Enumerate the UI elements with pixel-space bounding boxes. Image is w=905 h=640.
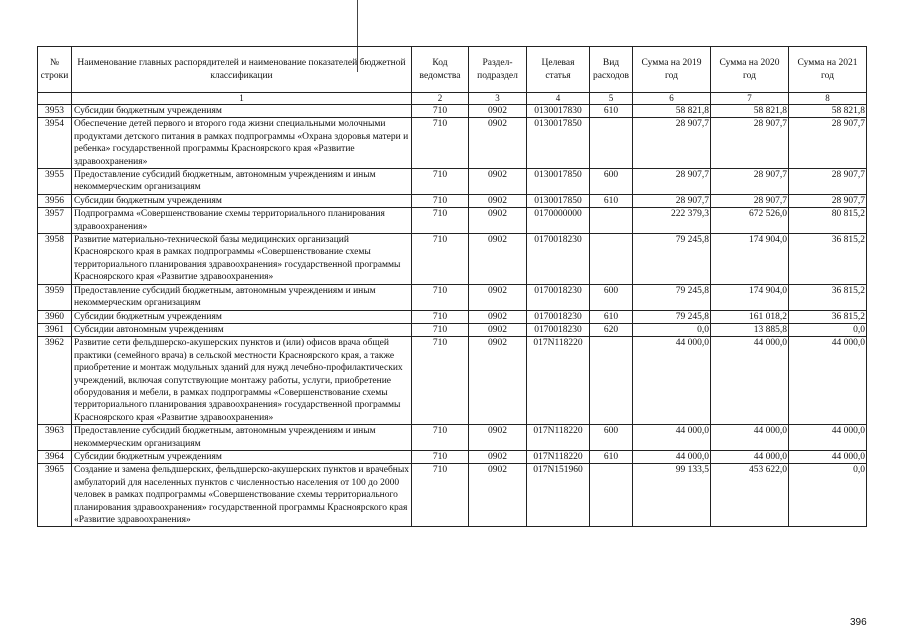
expense-type-cell: 600 bbox=[590, 169, 633, 195]
target-article-cell: 0170018230 bbox=[527, 234, 590, 285]
table-row bbox=[38, 450, 867, 463]
index-cell: 1 bbox=[72, 93, 412, 105]
sum-2019-cell: 28 907,7 bbox=[633, 194, 711, 207]
sum-2021-cell: 36 815,2 bbox=[789, 234, 867, 285]
item-name-cell: Субсидии бюджетным учреждениям bbox=[72, 105, 412, 118]
row-number-cell: 3963 bbox=[38, 425, 72, 451]
sum-2019-cell: 99 133,5 bbox=[633, 464, 711, 527]
section-cell: 0902 bbox=[469, 323, 527, 336]
table-row bbox=[38, 169, 867, 195]
header-name: Наименование главных распорядителей и наименование показателей бюджетной классификации bbox=[72, 47, 412, 93]
sum-2021-cell: 28 907,7 bbox=[789, 169, 867, 195]
sum-2019-cell: 0,0 bbox=[633, 323, 711, 336]
index-cell bbox=[38, 93, 72, 105]
department-code-cell: 710 bbox=[412, 118, 469, 169]
department-code-cell: 710 bbox=[412, 169, 469, 195]
table-row bbox=[38, 208, 867, 234]
expense-type-cell: 620 bbox=[590, 323, 633, 336]
item-name-cell: Развитие материально-технической базы медицинских организаций Красноярского края в рамках подпрограммы «Совершенствование схемы территориального планирования здравоохранения» государственной программы Красноярского края «Развитие здравоохранения» bbox=[72, 234, 412, 285]
item-name-cell: Предоставление субсидий бюджетным, автономным учреждениям и иным некоммерческим организациям bbox=[72, 169, 412, 195]
expense-type-cell: 610 bbox=[590, 194, 633, 207]
table-row bbox=[38, 284, 867, 310]
item-name-cell: Субсидии автономным учреждениям bbox=[72, 323, 412, 336]
row-number-cell: 3962 bbox=[38, 337, 72, 425]
section-cell: 0902 bbox=[469, 425, 527, 451]
sum-2019-cell: 28 907,7 bbox=[633, 118, 711, 169]
header-target-article: Целевая статья bbox=[527, 47, 590, 93]
department-code-cell: 710 bbox=[412, 284, 469, 310]
sum-2020-cell: 44 000,0 bbox=[711, 425, 789, 451]
column-index-row bbox=[38, 93, 867, 105]
row-number-cell: 3954 bbox=[38, 118, 72, 169]
section-cell: 0902 bbox=[469, 169, 527, 195]
section-cell: 0902 bbox=[469, 105, 527, 118]
index-cell: 2 bbox=[412, 93, 469, 105]
sum-2020-cell: 58 821,8 bbox=[711, 105, 789, 118]
header-sum-2021: Сумма на 2021 год bbox=[789, 47, 867, 93]
expense-type-cell: 610 bbox=[590, 310, 633, 323]
section-cell: 0902 bbox=[469, 208, 527, 234]
target-article-cell: 017N118220 bbox=[527, 425, 590, 451]
header-department-code: Код ведомства bbox=[412, 47, 469, 93]
department-code-cell: 710 bbox=[412, 323, 469, 336]
row-number-cell: 3965 bbox=[38, 464, 72, 527]
department-code-cell: 710 bbox=[412, 310, 469, 323]
sum-2020-cell: 44 000,0 bbox=[711, 337, 789, 425]
expense-type-cell bbox=[590, 118, 633, 169]
sum-2020-cell: 672 526,0 bbox=[711, 208, 789, 234]
target-article-cell: 017N118220 bbox=[527, 337, 590, 425]
target-article-cell: 017N151960 bbox=[527, 464, 590, 527]
sum-2020-cell: 161 018,2 bbox=[711, 310, 789, 323]
table-row bbox=[38, 118, 867, 169]
sum-2020-cell: 174 904,0 bbox=[711, 234, 789, 285]
row-number-cell: 3957 bbox=[38, 208, 72, 234]
target-article-cell: 017N118220 bbox=[527, 450, 590, 463]
sum-2019-cell: 44 000,0 bbox=[633, 450, 711, 463]
sum-2019-cell: 58 821,8 bbox=[633, 105, 711, 118]
item-name-cell: Субсидии бюджетным учреждениям bbox=[72, 310, 412, 323]
section-cell: 0902 bbox=[469, 118, 527, 169]
header-sum-2019: Сумма на 2019 год bbox=[633, 47, 711, 93]
department-code-cell: 710 bbox=[412, 208, 469, 234]
expense-type-cell: 600 bbox=[590, 284, 633, 310]
item-name-cell: Развитие сети фельдшерско-акушерских пунктов и (или) офисов врача общей практики (семейного врача) в сельской местности Красноярского края, а также приобретение и монтаж модульных зданий для нужд лечебно-профилактических учреждений, включая сопутствующие монтажу работы, услуги, приобретение оборудования и мебели, в рамках подпрограммы «Совершенствование схемы территориального планирования здравоохранения» государственной программы Красноярского края «Развитие здравоохранения» bbox=[72, 337, 412, 425]
row-number-cell: 3956 bbox=[38, 194, 72, 207]
table-row bbox=[38, 464, 867, 527]
sum-2019-cell: 79 245,8 bbox=[633, 310, 711, 323]
sum-2021-cell: 36 815,2 bbox=[789, 310, 867, 323]
department-code-cell: 710 bbox=[412, 464, 469, 527]
item-name-cell: Субсидии бюджетным учреждениям bbox=[72, 194, 412, 207]
sum-2021-cell: 44 000,0 bbox=[789, 337, 867, 425]
target-article-cell: 0130017830 bbox=[527, 105, 590, 118]
sum-2020-cell: 174 904,0 bbox=[711, 284, 789, 310]
expense-type-cell bbox=[590, 234, 633, 285]
target-article-cell: 0130017850 bbox=[527, 169, 590, 195]
section-cell: 0902 bbox=[469, 464, 527, 527]
target-article-cell: 0170018230 bbox=[527, 284, 590, 310]
item-name-cell: Субсидии бюджетным учреждениям bbox=[72, 450, 412, 463]
target-article-cell: 0130017850 bbox=[527, 194, 590, 207]
table-row bbox=[38, 337, 867, 425]
target-article-cell: 0130017850 bbox=[527, 118, 590, 169]
expense-type-cell: 600 bbox=[590, 425, 633, 451]
department-code-cell: 710 bbox=[412, 425, 469, 451]
header-section: Раздел-подраздел bbox=[469, 47, 527, 93]
header-expense-type: Вид расходов bbox=[590, 47, 633, 93]
department-code-cell: 710 bbox=[412, 337, 469, 425]
sum-2021-cell: 0,0 bbox=[789, 323, 867, 336]
index-cell: 5 bbox=[590, 93, 633, 105]
department-code-cell: 710 bbox=[412, 105, 469, 118]
row-number-cell: 3961 bbox=[38, 323, 72, 336]
table-row bbox=[38, 194, 867, 207]
target-article-cell: 0170018230 bbox=[527, 323, 590, 336]
sum-2020-cell: 44 000,0 bbox=[711, 450, 789, 463]
sum-2020-cell: 28 907,7 bbox=[711, 118, 789, 169]
section-cell: 0902 bbox=[469, 234, 527, 285]
sum-2019-cell: 79 245,8 bbox=[633, 234, 711, 285]
sum-2021-cell: 28 907,7 bbox=[789, 194, 867, 207]
item-name-cell: Обеспечение детей первого и второго года жизни специальными молочными продуктами детского питания в рамках подпрограммы «Охрана здоровья матери и ребенка» государственной программы Красноярского края «Развитие здравоохранения» bbox=[72, 118, 412, 169]
sum-2019-cell: 28 907,7 bbox=[633, 169, 711, 195]
section-cell: 0902 bbox=[469, 284, 527, 310]
sum-2019-cell: 79 245,8 bbox=[633, 284, 711, 310]
section-cell: 0902 bbox=[469, 194, 527, 207]
item-name-cell: Создание и замена фельдшерских, фельдшерско-акушерских пунктов и врачебных амбулаторий для населенных пунктов с численностью населения от 100 до 2000 человек в рамках подпрограммы «Совершенствование схемы территориального планирования здравоохранения» государственной программы Красноярского края «Развитие здравоохранения» bbox=[72, 464, 412, 527]
sum-2021-cell: 36 815,2 bbox=[789, 284, 867, 310]
item-name-cell: Предоставление субсидий бюджетным, автономным учреждениям и иным некоммерческим организациям bbox=[72, 425, 412, 451]
sum-2020-cell: 13 885,8 bbox=[711, 323, 789, 336]
row-number-cell: 3955 bbox=[38, 169, 72, 195]
department-code-cell: 710 bbox=[412, 450, 469, 463]
section-cell: 0902 bbox=[469, 310, 527, 323]
target-article-cell: 0170000000 bbox=[527, 208, 590, 234]
index-cell: 4 bbox=[527, 93, 590, 105]
sum-2021-cell: 80 815,2 bbox=[789, 208, 867, 234]
sum-2020-cell: 28 907,7 bbox=[711, 194, 789, 207]
budget-table bbox=[37, 46, 867, 527]
table-row bbox=[38, 425, 867, 451]
index-cell: 3 bbox=[469, 93, 527, 105]
sum-2020-cell: 453 622,0 bbox=[711, 464, 789, 527]
row-number-cell: 3964 bbox=[38, 450, 72, 463]
row-number-cell: 3953 bbox=[38, 105, 72, 118]
table-header bbox=[38, 47, 867, 93]
sum-2021-cell: 58 821,8 bbox=[789, 105, 867, 118]
sum-2021-cell: 28 907,7 bbox=[789, 118, 867, 169]
table-row bbox=[38, 323, 867, 336]
expense-type-cell: 610 bbox=[590, 105, 633, 118]
sum-2019-cell: 222 379,3 bbox=[633, 208, 711, 234]
sum-2021-cell: 44 000,0 bbox=[789, 450, 867, 463]
index-cell: 6 bbox=[633, 93, 711, 105]
department-code-cell: 710 bbox=[412, 194, 469, 207]
header-row-number: № строки bbox=[38, 47, 72, 93]
expense-type-cell bbox=[590, 208, 633, 234]
header-sum-2020: Сумма на 2020 год bbox=[711, 47, 789, 93]
table-row bbox=[38, 310, 867, 323]
row-number-cell: 3958 bbox=[38, 234, 72, 285]
sum-2021-cell: 44 000,0 bbox=[789, 425, 867, 451]
section-cell: 0902 bbox=[469, 337, 527, 425]
index-cell: 8 bbox=[789, 93, 867, 105]
sum-2020-cell: 28 907,7 bbox=[711, 169, 789, 195]
sum-2019-cell: 44 000,0 bbox=[633, 425, 711, 451]
department-code-cell: 710 bbox=[412, 234, 469, 285]
index-cell: 7 bbox=[711, 93, 789, 105]
row-number-cell: 3960 bbox=[38, 310, 72, 323]
expense-type-cell bbox=[590, 337, 633, 425]
sum-2019-cell: 44 000,0 bbox=[633, 337, 711, 425]
row-number-cell: 3959 bbox=[38, 284, 72, 310]
table-row bbox=[38, 234, 867, 285]
section-cell: 0902 bbox=[469, 450, 527, 463]
expense-type-cell bbox=[590, 464, 633, 527]
item-name-cell: Подпрограмма «Совершенствование схемы территориального планирования здравоохранения» bbox=[72, 208, 412, 234]
sum-2021-cell: 0,0 bbox=[789, 464, 867, 527]
expense-type-cell: 610 bbox=[590, 450, 633, 463]
item-name-cell: Предоставление субсидий бюджетным, автономным учреждениям и иным некоммерческим организациям bbox=[72, 284, 412, 310]
page-number: 396 bbox=[850, 617, 867, 628]
table-row bbox=[38, 105, 867, 118]
target-article-cell: 0170018230 bbox=[527, 310, 590, 323]
